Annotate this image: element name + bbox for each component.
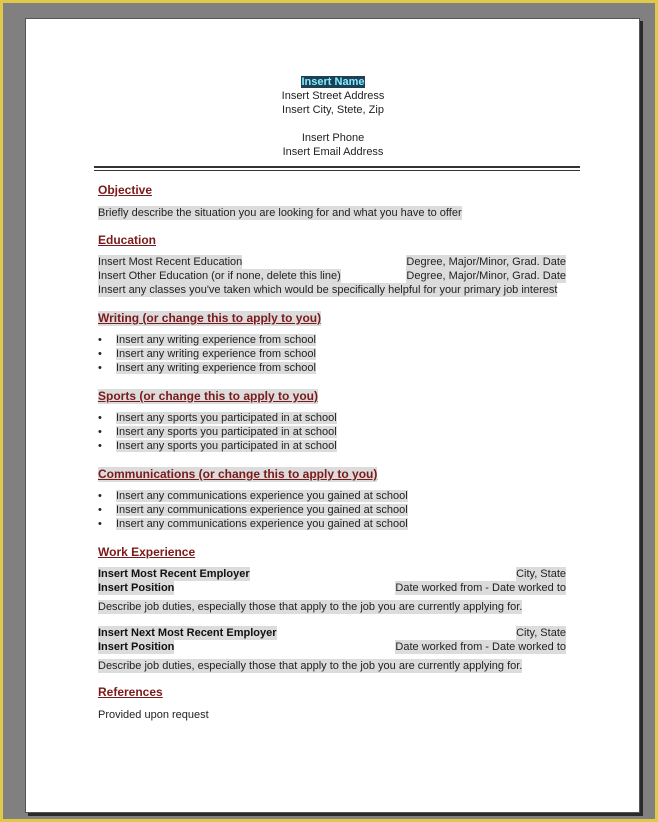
list-item: • Insert any writing experience from school — [98, 334, 316, 346]
references-heading: References — [98, 685, 163, 699]
city-state-zip[interactable]: Insert City, Stete, Zip — [282, 104, 384, 116]
list-item: • Insert any writing experience from school — [98, 348, 316, 360]
job-2-duties[interactable]: Describe job duties, especially those that apply to the job you are currently applying for. — [98, 660, 523, 672]
list-item: • Insert any sports you participated in at school — [98, 412, 337, 424]
header-rule-top — [94, 166, 580, 168]
bullet-icon: • — [98, 490, 102, 502]
job-1-duties[interactable]: Describe job duties, especially those that apply to the job you are currently applying for. — [98, 601, 523, 613]
writing-heading: Writing (or change this to apply to you) — [98, 311, 322, 325]
bullet-icon: • — [98, 362, 102, 374]
list-item: • Insert any sports you participated in at school — [98, 440, 337, 452]
bullet-icon: • — [98, 334, 102, 346]
education-row-1-left[interactable]: Insert Most Recent Education — [98, 256, 243, 268]
objective-heading: Objective — [98, 183, 153, 197]
education-row-2-right[interactable]: Degree, Major/Minor, Grad. Date — [406, 270, 566, 282]
job-1-position[interactable]: Insert Position — [98, 582, 175, 594]
bullet-icon: • — [98, 348, 102, 360]
header-rule-bottom — [94, 170, 580, 171]
bullet-icon: • — [98, 504, 102, 516]
job-2-dates[interactable]: Date worked from - Date worked to — [395, 641, 566, 653]
resume-page — [25, 18, 640, 813]
job-2-location[interactable]: City, State — [516, 627, 566, 639]
job-2-employer[interactable]: Insert Next Most Recent Employer — [98, 627, 277, 639]
phone[interactable]: Insert Phone — [301, 132, 365, 144]
job-1-location[interactable]: City, State — [516, 568, 566, 580]
job-1-dates[interactable]: Date worked from - Date worked to — [395, 582, 566, 594]
references-text[interactable]: Provided upon request — [98, 709, 209, 721]
bullet-icon: • — [98, 518, 102, 530]
list-item: • Insert any writing experience from school — [98, 362, 316, 374]
bullet-icon: • — [98, 412, 102, 424]
job-1-employer[interactable]: Insert Most Recent Employer — [98, 568, 250, 580]
list-item: • Insert any communications experience you gained at school — [98, 504, 408, 516]
bullet-icon: • — [98, 440, 102, 452]
list-item: • Insert any communications experience you gained at school — [98, 518, 408, 530]
bullet-icon: • — [98, 426, 102, 438]
objective-text[interactable]: Briefly describe the situation you are looking for and what you have to offer — [98, 207, 462, 219]
work-experience-heading: Work Experience — [98, 545, 196, 559]
education-classes[interactable]: Insert any classes you've taken which would be specifically helpful for your primary job interest — [98, 284, 558, 296]
education-heading: Education — [98, 233, 157, 247]
applicant-name[interactable]: Insert Name — [301, 76, 365, 88]
job-2-position[interactable]: Insert Position — [98, 641, 175, 653]
list-item: • Insert any sports you participated in at school — [98, 426, 337, 438]
communications-heading: Communications (or change this to apply to you) — [98, 467, 378, 481]
list-item: • Insert any communications experience you gained at school — [98, 490, 408, 502]
education-row-2-left[interactable]: Insert Other Education (or if none, delete this line) — [98, 270, 341, 282]
email-address[interactable]: Insert Email Address — [282, 146, 384, 158]
name-line — [98, 75, 568, 89]
sports-heading: Sports (or change this to apply to you) — [98, 389, 319, 403]
education-row-1-right[interactable]: Degree, Major/Minor, Grad. Date — [406, 256, 566, 268]
street-address[interactable]: Insert Street Address — [281, 90, 385, 102]
